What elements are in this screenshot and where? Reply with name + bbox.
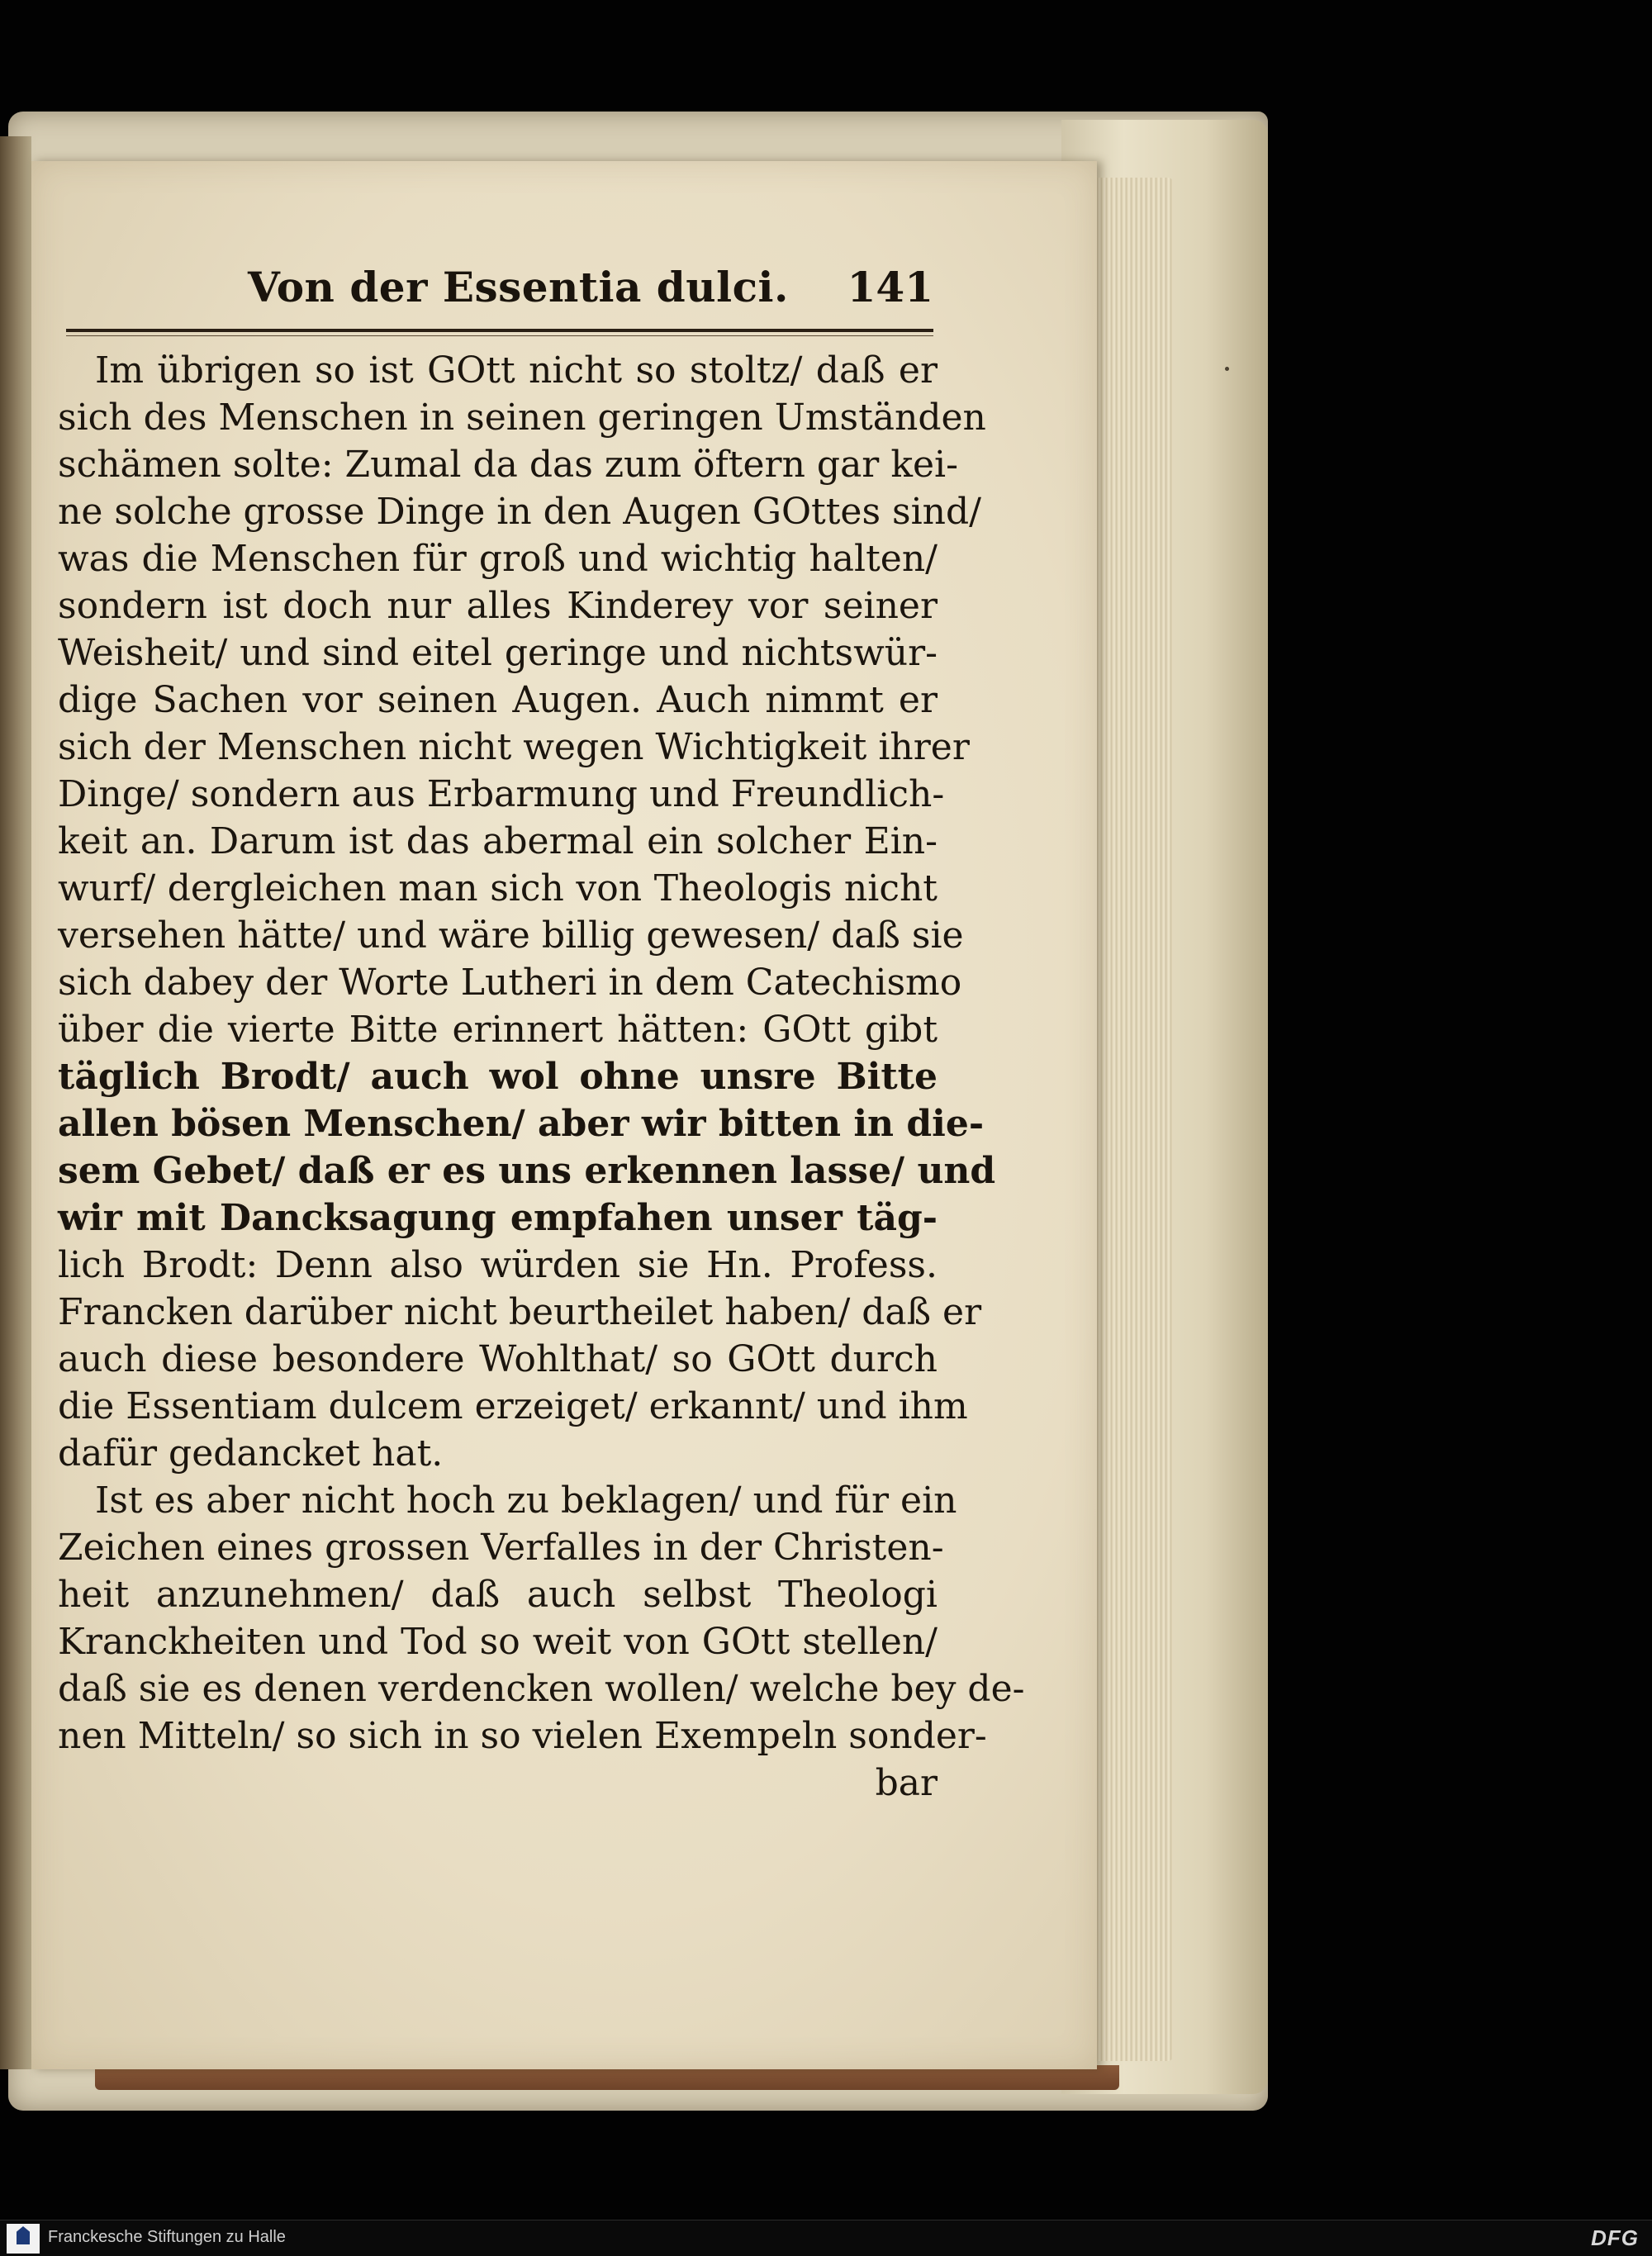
catchword: bar	[875, 1762, 938, 1804]
text-line: auch diese besondere Wohlthat/ so GOtt durch	[58, 1338, 938, 1380]
text-line: sem Gebet/ daß er es uns erkennen lasse/ und	[58, 1150, 996, 1192]
text-line: wurf/ dergleichen man sich von Theologis nicht	[58, 867, 938, 910]
text-line: nen Mitteln/ so sich in so vielen Exempeln sonder-	[58, 1715, 987, 1757]
page-number: 141	[847, 263, 933, 311]
text-line: Weisheit/ und sind eitel geringe und nichtswür-	[58, 632, 938, 674]
text-line: über die vierte Bitte erinnert hätten: GOtt gibt	[58, 1009, 938, 1051]
paper-speck	[1225, 367, 1229, 371]
header-rule-thin	[66, 335, 933, 336]
text-line: sich der Menschen nicht wegen Wichtigkeit ihrer	[58, 726, 970, 768]
text-line: sich des Menschen in seinen geringen Umständen	[58, 397, 986, 439]
text-line: Ist es aber nicht hoch zu beklagen/ und für ein	[95, 1479, 957, 1522]
text-line: daß sie es denen verdencken wollen/ welche bey de-	[58, 1668, 1025, 1710]
text-line: allen bösen Menschen/ aber wir bitten in die-	[58, 1103, 985, 1145]
body-text	[58, 347, 1025, 1807]
text-line: Zeichen eines grossen Verfalles in der Christen-	[58, 1527, 944, 1569]
text-line: was die Menschen für groß und wichtig halten/	[58, 538, 938, 580]
text-line: dafür gedancket hat.	[58, 1432, 444, 1475]
institution-logo-icon	[7, 2224, 40, 2254]
text-line: täglich Brodt/ auch wol ohne unsre Bitte	[58, 1056, 938, 1098]
dfg-logo: DFG	[1591, 2225, 1639, 2250]
text-line: Kranckheiten und Tod so weit von GOtt stellen/	[58, 1621, 938, 1663]
header-rule	[66, 329, 933, 332]
text-line: lich Brodt: Denn also würden sie Hn. Profess.	[58, 1244, 938, 1286]
text-line: versehen hätte/ und wäre billig gewesen/ daß sie	[58, 914, 964, 957]
text-line: Dinge/ sondern aus Erbarmung und Freundlich-	[58, 773, 945, 815]
running-title: Von der Essentia dulci.	[248, 263, 789, 311]
running-head	[66, 263, 933, 322]
text-line: keit an. Darum ist das abermal ein solcher Ein-	[58, 820, 938, 862]
text-line: wir mit Dancksagung empfahen unser täg-	[58, 1197, 938, 1239]
text-line: die Essentiam dulcem erzeiget/ erkannt/ und ihm	[58, 1385, 968, 1427]
text-line: schämen solte: Zumal da das zum öftern gar kei-	[58, 444, 958, 486]
institution-name: Franckesche Stiftungen zu Halle	[48, 2228, 286, 2246]
text-line: heit anzunehmen/ daß auch selbst Theologi	[58, 1574, 938, 1616]
book-spine	[0, 136, 31, 2069]
text-line: Francken darüber nicht beurtheilet haben/ daß er	[58, 1291, 982, 1333]
text-line: sich dabey der Worte Lutheri in dem Catechismo	[58, 962, 962, 1004]
text-line: Im übrigen so ist GOtt nicht so stoltz/ daß er	[95, 349, 938, 392]
text-line: ne solche grosse Dinge in den Augen GOttes sind/	[58, 491, 982, 533]
text-line: sondern ist doch nur alles Kinderey vor seiner	[58, 585, 938, 627]
text-line: dige Sachen vor seinen Augen. Auch nimmt er	[58, 679, 938, 721]
footer-bar	[0, 2220, 1652, 2256]
